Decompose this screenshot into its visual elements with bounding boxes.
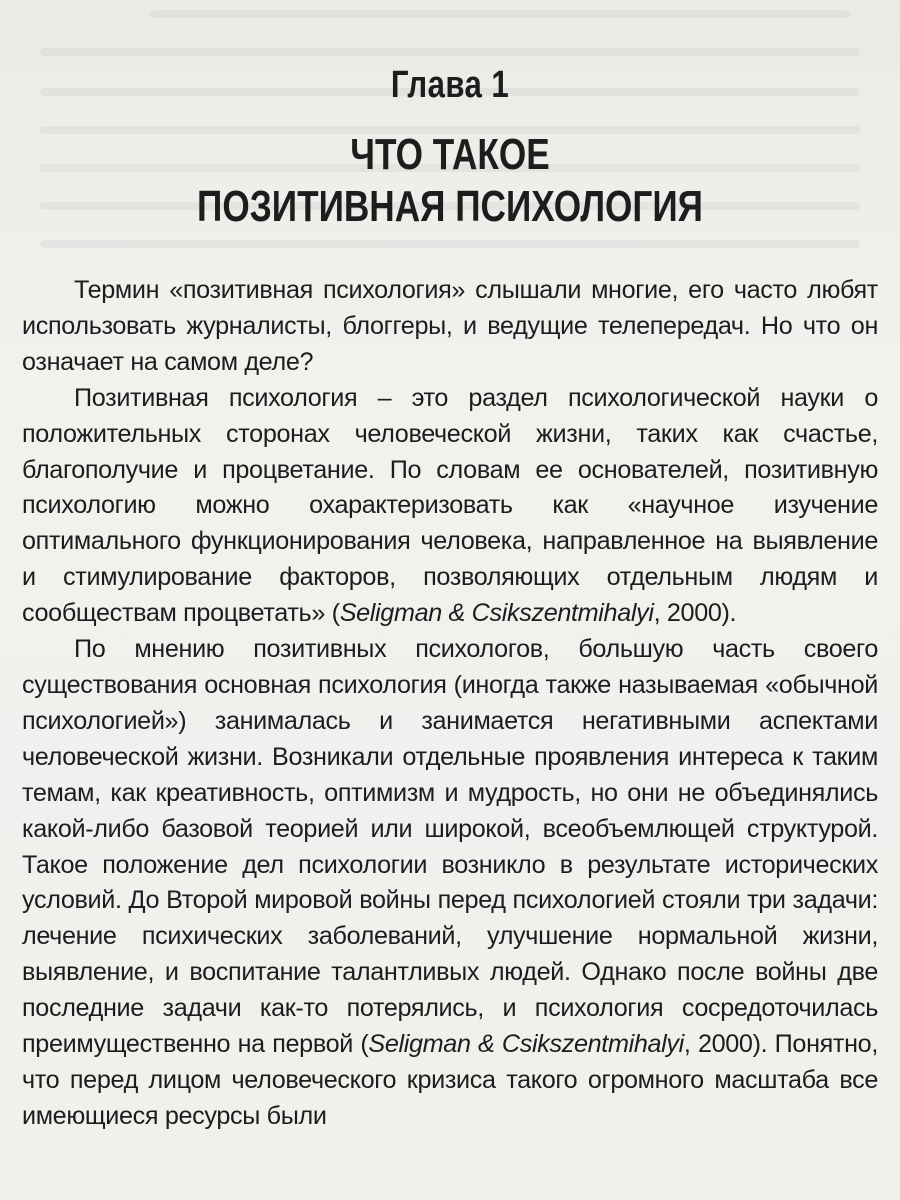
paragraph-2 [22, 381, 878, 632]
chapter-title [90, 129, 810, 233]
citation-authors: Seligman & Csikszentmihalyi [339, 599, 654, 628]
chapter-number: Глава 1 [390, 64, 510, 106]
chapter-title-line-2: ПОЗИТИВНАЯ ПСИХОЛОГИЯ [197, 182, 703, 231]
paragraph-3 [22, 632, 878, 1135]
paragraph-text: Позитивная психология – это раздел психологической науки о положительных сторонах человеческой жизни, таких как счастье, благополучие и процветание. По словам ее основателей, позитивную психологию можно охарактеризовать как «научное изучение оптимального функционирования человека, направленное на выявление и стимулирование факторов, позволяющих отдельным людям и сообществам процветать» ( [22, 383, 878, 628]
chapter-body [22, 273, 878, 1135]
citation-authors: Seligman & Csikszentmihalyi [368, 1030, 684, 1059]
paragraph-text: , 2000). Понятно, что перед лицом человеческого кризиса такого огромного масштаба все имеющиеся ресурсы были [22, 1030, 878, 1130]
chapter-header [0, 64, 900, 233]
chapter-title-line-1: ЧТО ТАКОЕ [350, 130, 550, 179]
paragraph-text: По мнению позитивных психологов, большую часть своего существования основная психология (иногда также называемая «обычной психологией») занималась и занимается негативными аспектами человеческой жизни. Возникали отдельные проявления интереса к таким темам, как креативность, оптимизм и мудрость, но они не объединялись какой-либо базовой теорией или широкой, всеобъемлющей структурой. Такое положение дел психологии возникло в результате исторических условий. До Второй мировой войны перед психологией стояли три задачи: лечение психических заболеваний, улучшение нормальной жизни, выявление, и воспитание талантливых людей. Однако после войны две последние задачи как-то потерялись, и психология сосредоточилась преимущественно на первой ( [22, 635, 878, 1059]
paragraph-1 [22, 273, 878, 381]
paragraph-text: Термин «позитивная психология» слышали многие, его часто любят использовать журналисты, блоггеры, и ведущие телепередач. Но что он означает на самом деле? [22, 276, 878, 376]
paragraph-text: , 2000). [653, 599, 737, 628]
